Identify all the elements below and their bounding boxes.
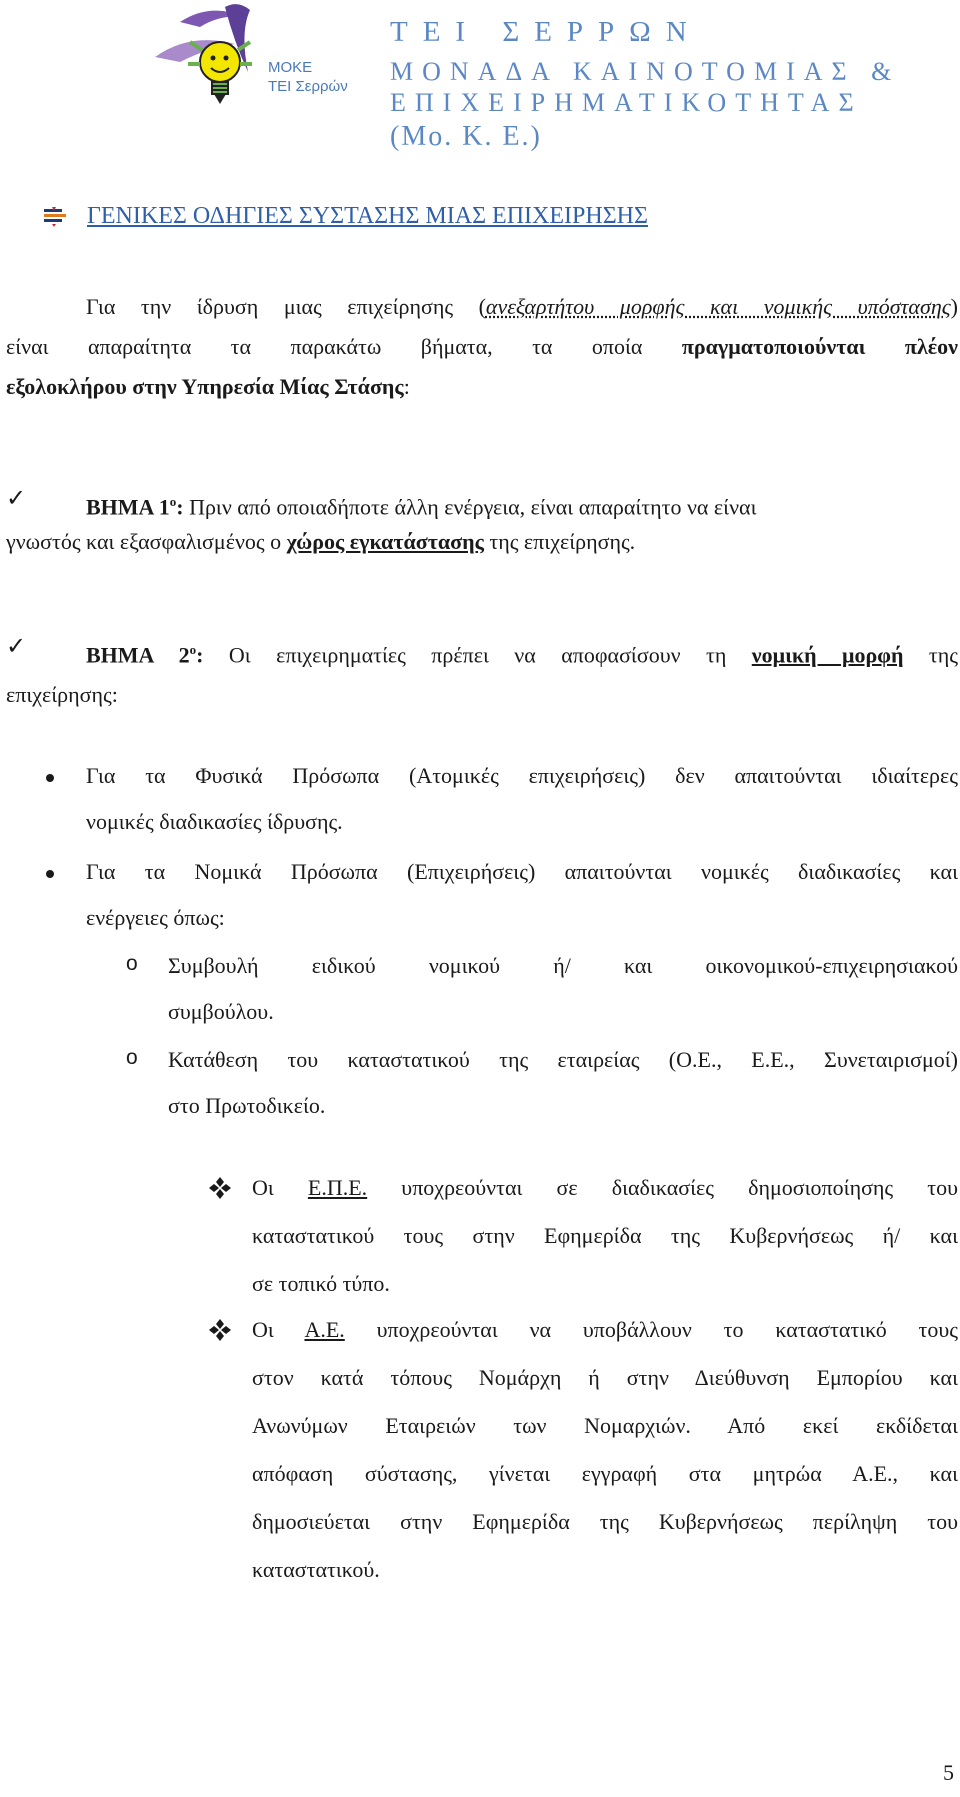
step2-colon: : [196,642,204,668]
step1-colon: : [176,494,184,520]
diamond-item-text: Οι [252,1317,305,1342]
diamond-item-2-line1 [252,1310,958,1350]
circle-bullet-icon: o [126,952,138,975]
diamond-item-abbr: Α.Ε. [304,1317,345,1342]
bullet-dot-icon [46,774,54,782]
intro-text: Για την ίδρυση μιας επιχείρησης ( [86,294,486,319]
step2-bold-underlined-text: νομική μορφή [751,642,904,668]
step1-text: της επιχείρησης. [483,529,636,554]
logo-caption [268,58,348,96]
diamond-item-text: Οι [252,1175,308,1200]
four-diamond-bullet-icon [208,1318,232,1342]
intro-bold-text: εξολοκλήρου στην Υπηρεσία Μίας Στάσης [6,374,404,399]
diamond-item-1-line2: καταστατικού τους στην Εφημερίδα της Κυβερνήσεως ή/ και [252,1223,958,1248]
diamond-item-text: υποχρεούνται σε διαδικασίες δημοσιοποίησης του [367,1175,958,1200]
step1-line2 [6,522,958,562]
intro-text: είναι απαραίτητα τα παρακάτω βήματα, τα οποία [6,334,682,359]
section-heading-text: ΓΕΝΙΚΕΣ ΟΔΗΓΙΕΣ ΣΥΣΤΑΣΗΣ ΜΙΑΣ ΕΠΙΧΕΙΡΗΣΗΣ [87,203,648,229]
step1-bold-underlined-text: χώρος εγκατάστασης [286,529,484,554]
step2-superscript: ο [189,642,197,657]
subbullet-1-line2: συμβούλου. [168,999,274,1024]
step2-line2: επιχείρησης: [6,682,118,707]
header-title-line1: ΤΕΙ ΣΕΡΡΩΝ [390,16,702,48]
diamond-item-2-line6: καταστατικού. [252,1557,380,1582]
intro-text: : [403,374,410,399]
header-title-line4: (Μο. Κ. Ε.) [390,121,542,152]
bullet-2-line2: ενέργειες όπως: [86,905,225,930]
diamond-item-1-line3: σε τοπικό τύπο. [252,1271,390,1296]
logo-caption-line1: ΜΟΚΕ [268,59,313,76]
diamond-item-text: υποχρεούνται να υποβάλλουν το καταστατικό τους [344,1317,959,1342]
step1-line1 [86,482,958,527]
diamond-item-abbr: Ε.Π.Ε. [307,1175,368,1200]
header-title-line3: ΕΠΙΧΕΙΡΗΜΑΤΙΚΟΤΗΤΑΣ [390,88,863,117]
diamond-item-2-line2: στον κατά τόπους Νομάρχη ή στην Διεύθυνση Εμπορίου και [252,1365,958,1390]
four-diamond-bullet-icon [208,1176,232,1200]
intro-bold-text: πραγματοποιούνται πλέον [681,334,958,359]
step1-label: ΒΗΜΑ 1 [86,494,170,520]
intro-line1 [86,287,958,327]
bullet-dot-icon [46,870,54,878]
step2-text: της [903,642,958,668]
bullet-1-line2: νομικές διαδικασίες ίδρυσης. [86,809,343,834]
checkmark-icon: ✓ [6,484,27,512]
institution-header [390,14,900,153]
bullet-1-line1: Για τα Φυσικά Πρόσωπα (Ατομικές επιχειρήσεις) δεν απαιτούνται ιδιαίτερες [86,763,958,788]
bullet-2-line1: Για τα Νομικά Πρόσωπα (Επιχειρήσεις) απαιτούνται νομικές διαδικασίες και [86,859,958,884]
diamond-item-2-line4: απόφαση σύστασης, γίνεται εγγραφή στα μητρώα Α.Ε., και [252,1461,958,1486]
checkmark-icon: ✓ [6,632,27,660]
logo-caption-line2: ΤΕΙ Σερρών [268,78,348,95]
intro-text: ) [950,294,958,319]
diamond-item-2-line5: δημοσιεύεται στην Εφημερίδα της Κυβερνήσεως περίληψη του [252,1509,958,1534]
section-heading [44,203,648,230]
step2-line1 [86,630,958,675]
subbullet-2-line2: στο Πρωτοδικείο. [168,1093,326,1118]
intro-line3 [6,367,958,407]
step1-text: Πριν από οποιαδήποτε άλλη ενέργεια, είναι απαραίτητο να είναι [183,494,757,520]
header-title-line2: ΜΟΝΑΔΑ ΚΑΙΝΟΤΟΜΙΑΣ & [390,57,901,86]
step2-text: Οι επιχειρηματίες πρέπει να αποφασίσουν τη [203,642,752,668]
diamond-item-2-line3: Ανωνύμων Εταιρειών των Νομαρχιών. Από εκεί εκδίδεται [252,1413,958,1438]
intro-line2 [6,327,958,367]
stacked-arrow-bullet-icon [44,207,70,227]
step2-label: ΒΗΜΑ 2 [86,642,190,668]
subbullet-2-line1: Κατάθεση του καταστατικού της εταιρείας (Ο.Ε., Ε.Ε., Συνεταιρισμοί) [168,1047,958,1072]
subbullet-1-line1: Συμβουλή ειδικού νομικού ή/ και οικονομικού-επιχειρησιακού [168,953,958,978]
step1-superscript: ο [169,494,177,509]
circle-bullet-icon: o [126,1046,138,1069]
step1-text: γνωστός και εξασφαλισμένος ο [6,529,287,554]
intro-italic-text: ανεξαρτήτου μορφής και νομικής υπόστασης [485,294,951,319]
page-number: 5 [943,1760,954,1785]
diamond-item-1-line1 [252,1168,958,1208]
